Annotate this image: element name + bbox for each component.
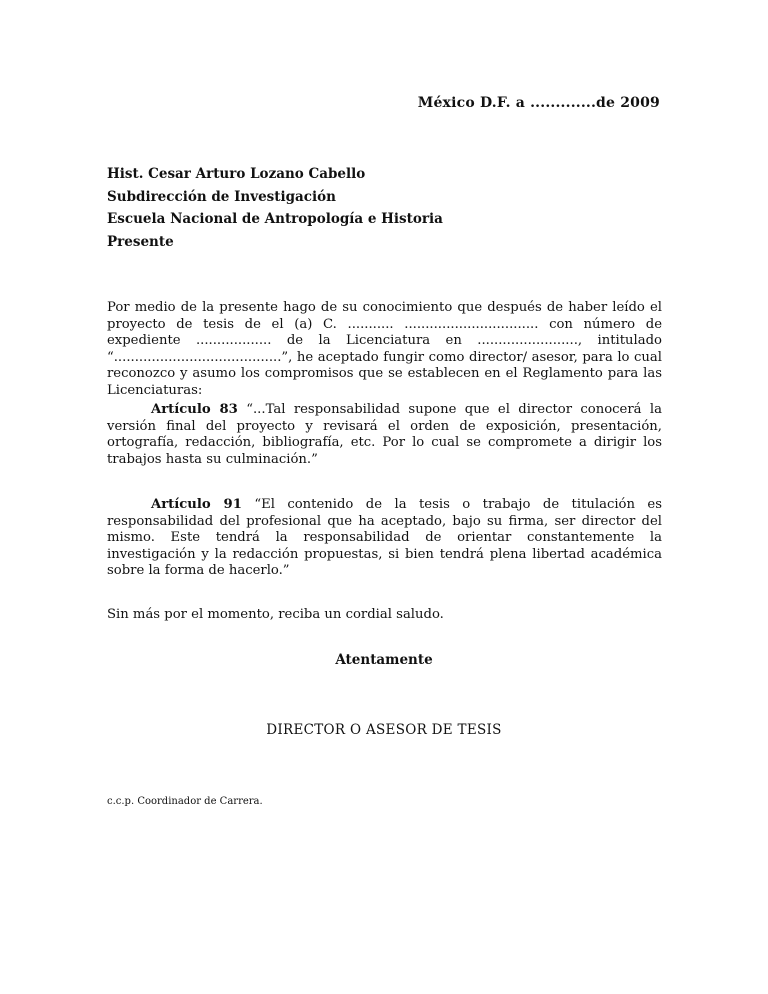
article-91-text: “El contenido de la tesis o trabajo de titulación es responsabilidad del profesional que ha aceptado, bajo su firma, ser director del mismo. Este tendrá la responsabilidad de orientar constantemente la investigación y la redacción propuestas, si bien tendrá plena libertad académica sobre la forma de hacerlo.” <box>107 497 662 579</box>
article-83-paragraph <box>107 402 662 468</box>
cc-line: c.c.p. Coordinador de Carrera. <box>107 796 263 807</box>
addressee-institution: Escuela Nacional de Antropología e Historia <box>107 211 443 227</box>
article-91-paragraph <box>107 497 662 580</box>
article-83-text: “...Tal responsabilidad supone que el director conocerá la versión final del proyecto y revisará el orden de exposición, presentación, ortografía, redacción, bibliografía, etc. Por lo cual se compromete a dirigir los trabajos hasta su culminación.” <box>107 402 662 467</box>
addressee-block <box>107 163 443 253</box>
article-83-label: Artículo 83 <box>151 402 238 417</box>
farewell-paragraph: Sin más por el momento, reciba un cordial saludo. <box>107 607 444 622</box>
signature-line: DIRECTOR O ASESOR DE TESIS <box>266 722 502 738</box>
closing-text: Atentamente <box>335 652 433 668</box>
intro-paragraph: Por medio de la presente hago de su conocimiento que después de haber leído el proyecto de tesis de el (a) C. ........... ................................ con número de expediente .................. de la Licenciatura en ........................, intitulado “........................................”, he aceptado fungir como director/ asesor, para lo cual reconozco y asumo los compromisos que se establecen en el Reglamento para las Licenciaturas: <box>107 300 662 398</box>
article-91-label: Artículo 91 <box>151 497 242 512</box>
date-line: México D.F. a .............de 2009 <box>417 95 660 111</box>
addressee-department: Subdirección de Investigación <box>107 188 336 205</box>
addressee-name: Hist. Cesar Arturo Lozano Cabello <box>107 166 366 182</box>
addressee-salutation: Presente <box>107 233 174 250</box>
